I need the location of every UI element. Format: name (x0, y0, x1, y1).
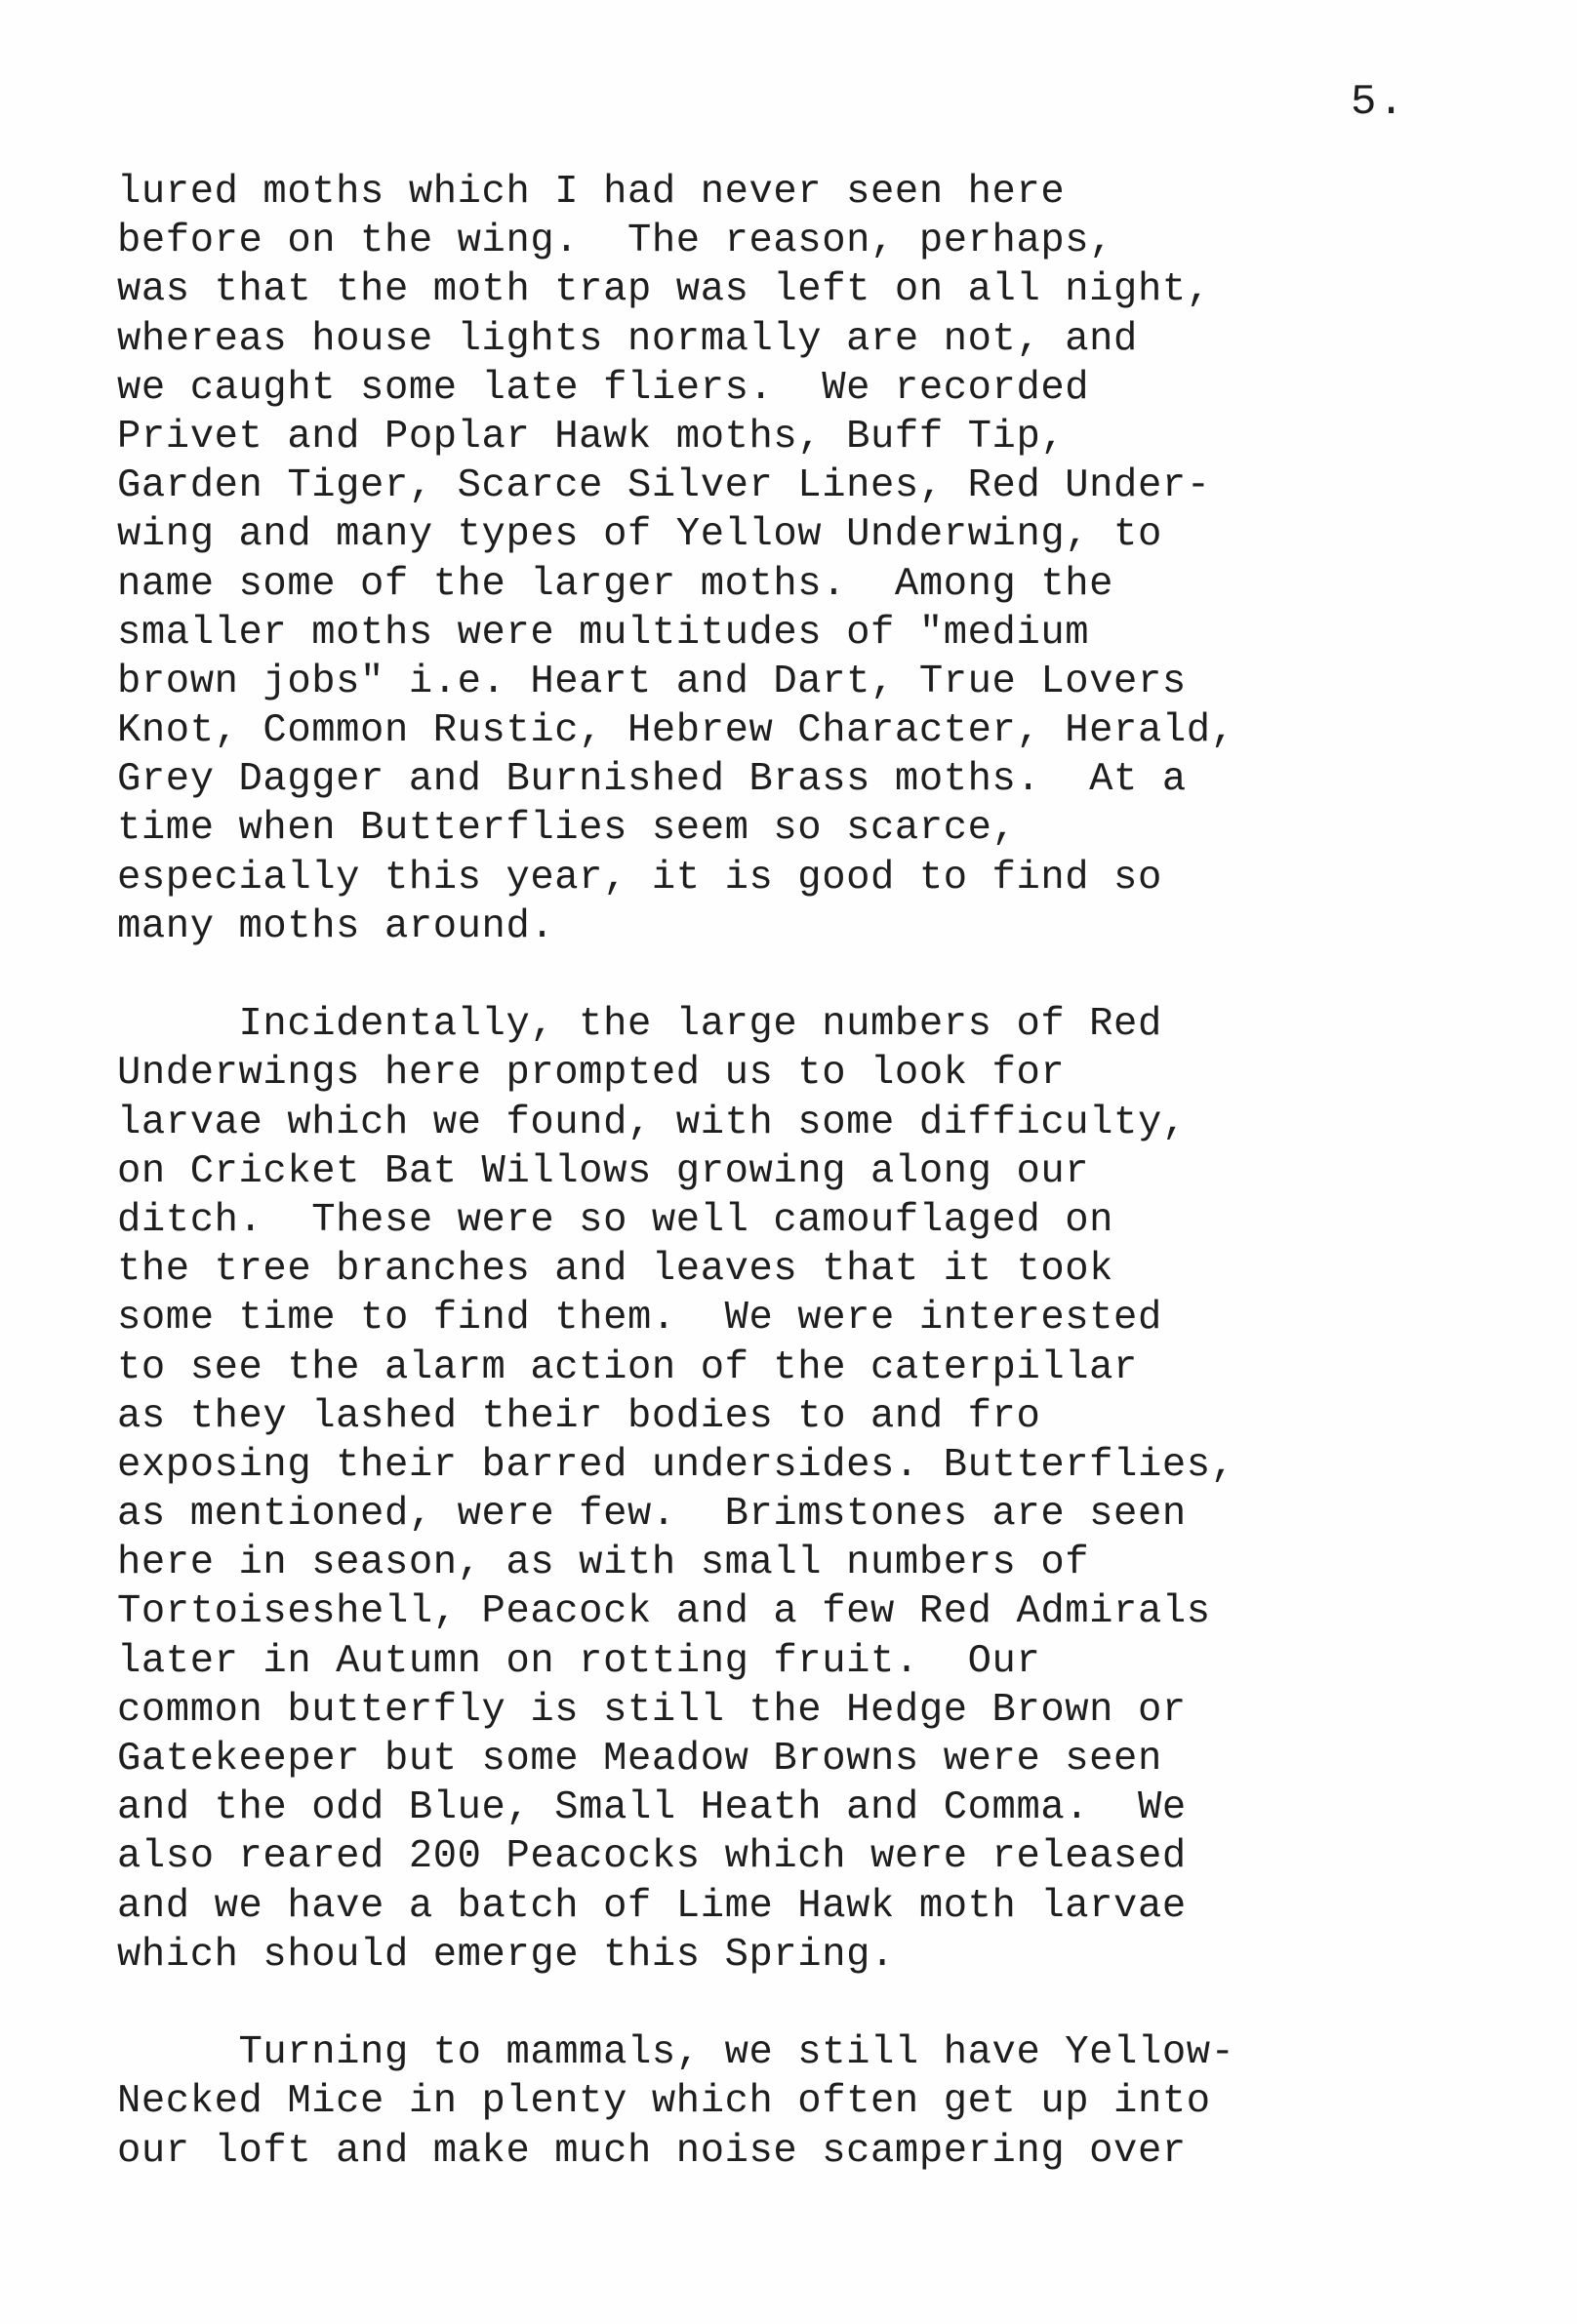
text-line: especially this year, it is good to find so (117, 855, 1162, 901)
text-line: some time to find them. We were interested (117, 1296, 1162, 1342)
text-line: on Cricket Bat Willows growing along our (117, 1148, 1090, 1194)
text-line: our loft and make much noise scampering over (117, 2128, 1187, 2174)
text-line: Underwings here prompted us to look for (117, 1051, 1066, 1097)
text-line: Tortoiseshell, Peacock and a few Red Admirals (117, 1589, 1211, 1635)
text-line: exposing their barred undersides. Butterflies, (117, 1442, 1235, 1488)
text-line: lured moths which I had never seen here (117, 170, 1066, 215)
text-line: which should emerge this Spring. (117, 1932, 895, 1978)
text-line: Incidentally, the large numbers of Red (117, 1002, 1162, 1048)
text-line: name some of the larger moths. Among the (117, 561, 1114, 607)
text-line: whereas house lights normally are not, and (117, 316, 1138, 362)
paragraph (117, 1000, 1503, 1980)
text-line: later in Autumn on rotting fruit. Our (117, 1638, 1041, 1684)
text-line: common butterfly is still the Hedge Brown or (117, 1687, 1187, 1733)
text-line: time when Butterflies seem so scarce, (117, 806, 1017, 852)
text-line: we caught some late fliers. We recorded (117, 365, 1090, 411)
text-line: was that the moth trap was left on all night, (117, 267, 1211, 313)
text-line: also reared 200 Peacocks which were released (117, 1834, 1187, 1880)
text-line: wing and many types of Yellow Underwing, to (117, 512, 1162, 558)
text-line: Privet and Poplar Hawk moths, Buff Tip, (117, 414, 1066, 460)
text-line: here in season, as with small numbers of (117, 1541, 1090, 1586)
paragraph (117, 168, 1503, 951)
text-line: as they lashed their bodies to and fro (117, 1393, 1041, 1439)
text-line: Gatekeeper but some Meadow Browns were seen (117, 1737, 1162, 1782)
text-line: the tree branches and leaves that it took (117, 1247, 1114, 1293)
page-number: 5. (1351, 78, 1406, 127)
text-line: as mentioned, were few. Brimstones are seen (117, 1492, 1187, 1538)
paragraph (117, 2028, 1503, 2176)
text-line: Grey Dagger and Burnished Brass moths. At a (117, 757, 1187, 803)
paragraph-gap (117, 1980, 1503, 2028)
text-line: and we have a batch of Lime Hawk moth larvae (117, 1883, 1187, 1929)
paragraph-gap (117, 951, 1503, 1000)
text-line: Garden Tiger, Scarce Silver Lines, Red Under- (117, 463, 1211, 509)
text-line: smaller moths were multitudes of "medium (117, 610, 1090, 656)
text-line: Necked Mice in plenty which often get up into (117, 2079, 1211, 2125)
text-line: many moths around. (117, 903, 555, 949)
text-line: Turning to mammals, we still have Yellow- (117, 2030, 1235, 2076)
text-line: ditch. These were so well camouflaged on (117, 1197, 1114, 1243)
body-text (117, 168, 1503, 2176)
text-line: and the odd Blue, Small Heath and Comma. We (117, 1785, 1187, 1831)
text-line: larvae which we found, with some difficulty, (117, 1100, 1187, 1145)
text-line: before on the wing. The reason, perhaps, (117, 219, 1114, 264)
text-line: to see the alarm action of the caterpillar (117, 1344, 1138, 1390)
text-line: brown jobs" i.e. Heart and Dart, True Lovers (117, 659, 1187, 704)
text-line: Knot, Common Rustic, Hebrew Character, Herald, (117, 708, 1235, 754)
